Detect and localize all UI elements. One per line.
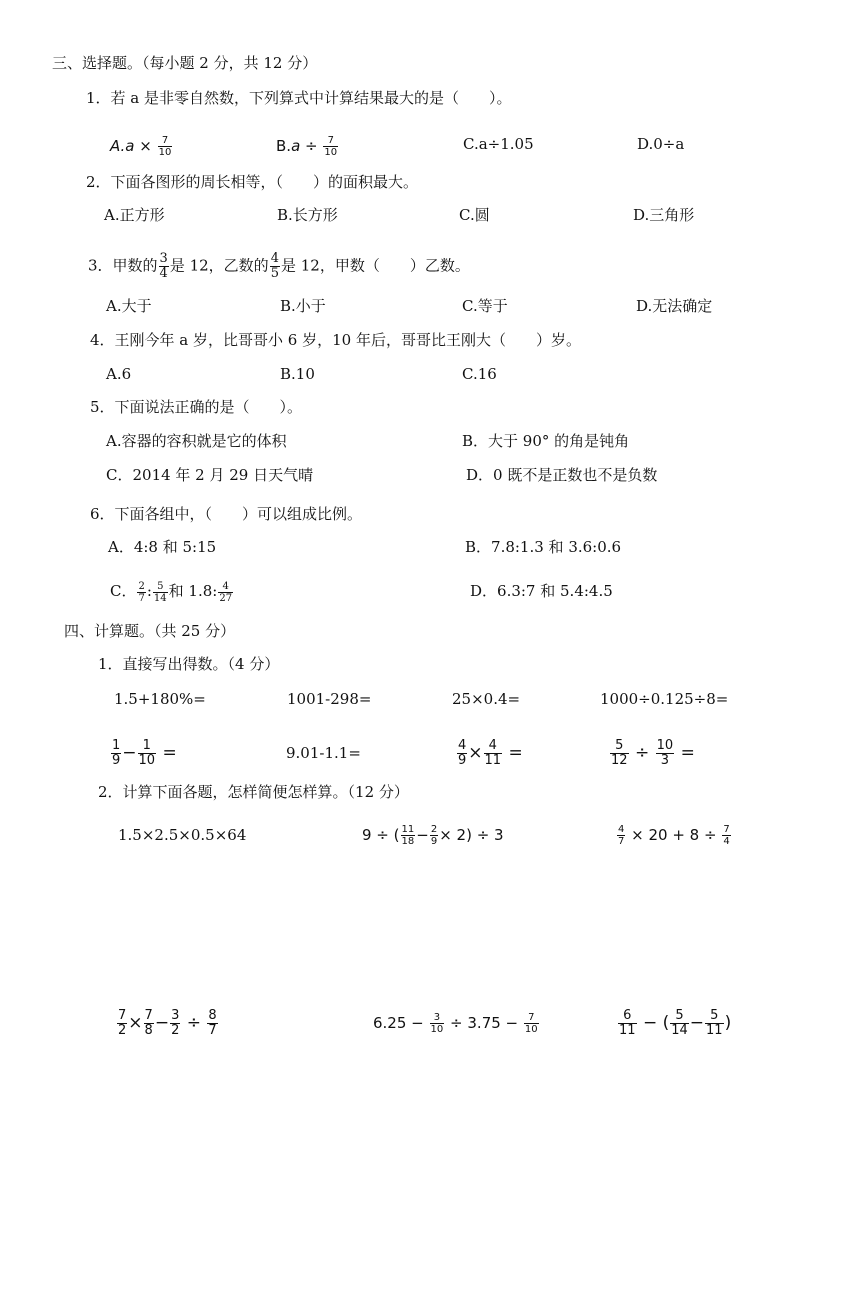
part2-title: 2．计算下面各题，怎样简便怎样算。（12 分） <box>98 783 409 801</box>
q2-option-d: D.三角形 <box>633 206 695 224</box>
direct-calc-7: $\frac{4}{9}$ × $\frac{4}{11}$ = <box>458 737 523 768</box>
direct-calc-8: $\frac{5}{12}$ ÷ $\frac{10}{3}$ = <box>611 737 695 768</box>
simplify-calc-4: $\frac{7}{2}$ × $\frac{7}{8}$ − $\frac{3}{2}$ ÷ $\frac{8}{7}$ <box>118 1007 217 1038</box>
q4-option-b: B.10 <box>280 365 315 383</box>
q2-option-a: A.正方形 <box>104 206 165 224</box>
q3-option-a: A.大于 <box>106 297 152 315</box>
q1-option-d: D.0÷a <box>637 135 685 153</box>
q5-stem: 5．下面说法正确的是（ ）。 <box>90 398 303 416</box>
simplify-calc-1: 1.5×2.5×0.5×64 <box>118 826 247 844</box>
q1-stem: 1．若 a 是非零自然数，下列算式中计算结果最大的是（ ）。 <box>86 89 512 107</box>
q4-stem: 4．王刚今年 a 岁，比哥哥小 6 岁，10 年后，哥哥比王刚大（ ）岁。 <box>90 331 581 349</box>
direct-calc-3: 25×0.4= <box>452 690 521 708</box>
q5-option-d: D．0 既不是正数也不是负数 <box>466 466 658 484</box>
q6-option-a: A．4:8 和 5:15 <box>108 538 217 556</box>
direct-calc-2: 1001-298= <box>287 690 372 708</box>
simplify-calc-2: 9 ÷ ( $\frac{11}{18}$ − $\frac{2}{9}$ × 2) ÷ 3 <box>362 824 504 847</box>
simplify-calc-6: $\frac{6}{11}$ − ( $\frac{5}{14}$ − $\frac{5}{11}$ ) <box>619 1007 732 1038</box>
q2-option-b: B.长方形 <box>277 206 338 224</box>
simplify-calc-3: $\frac{4}{7}$ × 20 + 8 ÷ $\frac{7}{4}$ <box>618 824 730 847</box>
q5-option-c: C．2014 年 2 月 29 日天气晴 <box>106 466 314 484</box>
q1-option-b: B.a ÷ $\frac{7}{10}$ <box>276 135 338 158</box>
q6-stem: 6．下面各组中，（ ）可以组成比例。 <box>90 505 363 523</box>
direct-calc-4: 1000÷0.125÷8= <box>600 690 729 708</box>
q6-option-b: B．7.8:1.3 和 3.6:0.6 <box>465 538 622 556</box>
q3-stem: 3．甲数的 $\frac{3}{4}$ 是 12，乙数的 $\frac{4}{5}$ 是 12，甲数（ ）乙数。 <box>88 251 470 281</box>
section3-title: 三、选择题。（每小题 2 分，共 12 分） <box>52 54 318 72</box>
q2-stem: 2．下面各图形的周长相等，（ ）的面积最大。 <box>86 173 419 191</box>
q4-option-a: A.6 <box>106 365 132 383</box>
part1-title: 1．直接写出得数。（4 分） <box>98 655 280 673</box>
q3-option-d: D.无法确定 <box>636 297 713 315</box>
section4-title: 四、计算题。（共 25 分） <box>64 622 236 640</box>
q4-option-c: C.16 <box>462 365 497 383</box>
q2-option-c: C.圆 <box>459 206 490 224</box>
simplify-calc-5: 6.25 − $\frac{3}{10}$ ÷ 3.75 − $\frac{7}{10}$ <box>373 1012 538 1035</box>
direct-calc-5: $\frac{1}{9}$ − $\frac{1}{10}$ = <box>112 737 177 768</box>
q6-option-c: C． $\frac{2}{7}$ : $\frac{5}{14}$ 和 1.8: $\frac{4}{27}$ <box>110 580 233 604</box>
direct-calc-1: 1.5+180%= <box>114 690 206 708</box>
q3-option-b: B.小于 <box>280 297 326 315</box>
q3-option-c: C.等于 <box>462 297 508 315</box>
direct-calc-6: 9.01-1.1= <box>286 744 361 762</box>
q1-option-a: A.a × $\frac{7}{10}$ <box>110 135 172 158</box>
q5-option-a: A.容器的容积就是它的体积 <box>106 432 287 450</box>
q5-option-b: B．大于 90° 的角是钝角 <box>462 432 630 450</box>
q6-option-d: D．6.3:7 和 5.4:4.5 <box>470 582 613 600</box>
q1-option-c: C.a÷1.05 <box>463 135 534 153</box>
